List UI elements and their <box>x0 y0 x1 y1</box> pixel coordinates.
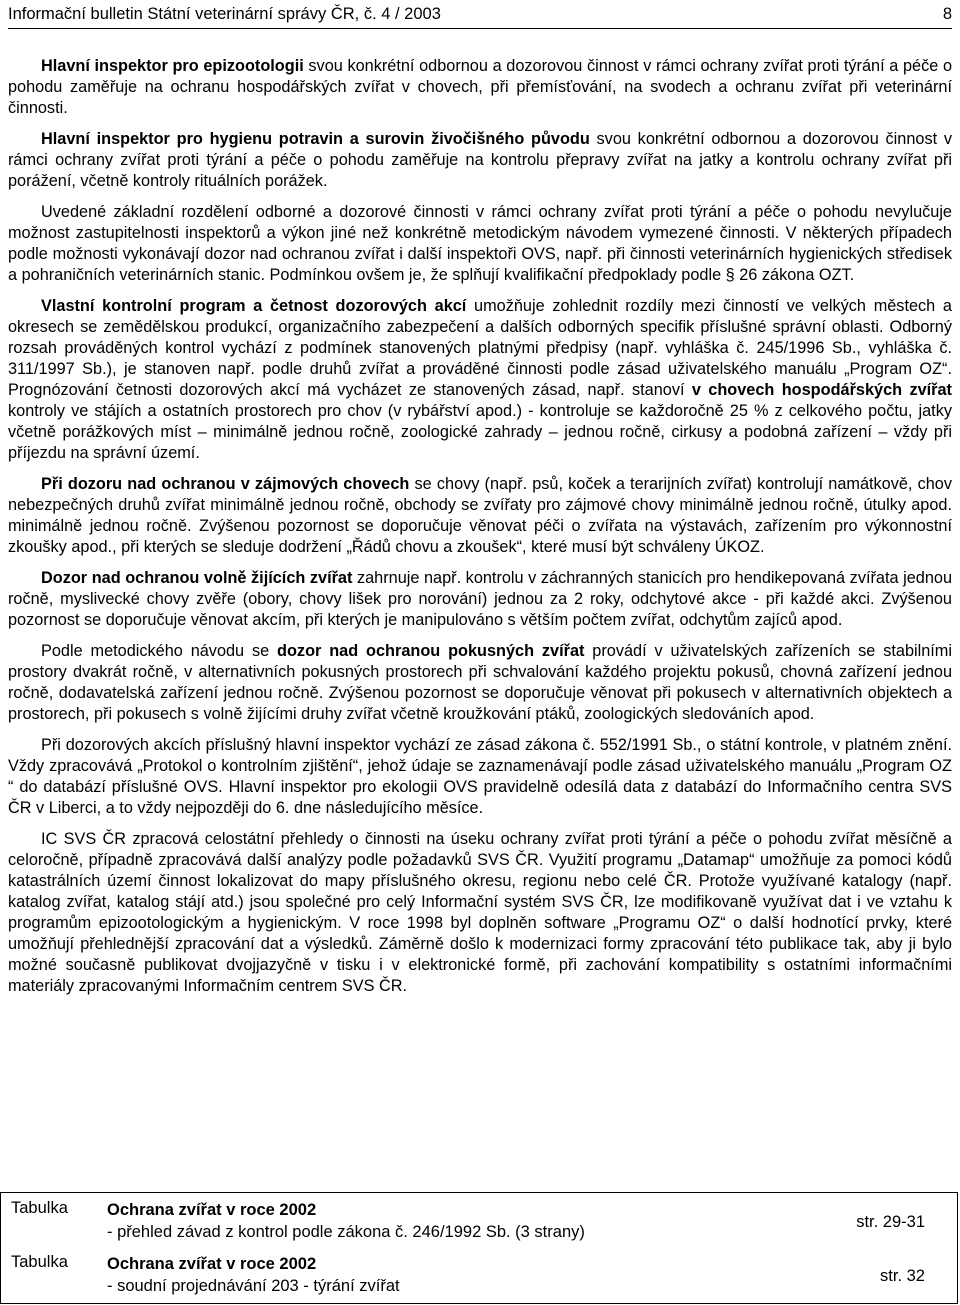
bold-text: Dozor nad ochranou volně žijících zvířat <box>41 569 353 587</box>
bold-text: Při dozoru nad ochranou v zájmových chovech <box>41 475 410 493</box>
table-title: Ochrana zvířat v roce 2002 <box>107 1255 317 1273</box>
table-subtitle: - přehled závad z kontrol podle zákona č. 246/1992 Sb. (3 strany) <box>107 1223 585 1241</box>
table-subtitle: - soudní projednávání 203 - týrání zvířat <box>107 1277 400 1295</box>
text-run: zahrnuje např. kontrolu v záchranných stanicích pro hendikepovaná zvířata jednou ročně, myslivecké chovy zvěře (obory, chovy lišek pro norování) jednou za 2 roky, odchytové akce - při každé akci. Zvýšenou pozornost se doporučuje věnovat akcím, při kterých je manipulováno s větším počtem zvířat, odchytům zajíců apod. <box>8 569 952 629</box>
paragraph <box>8 735 952 819</box>
table-label: Tabulka <box>11 1253 68 1271</box>
paragraph <box>8 829 952 997</box>
paragraph <box>8 56 952 119</box>
text-run: Uvedené základní rozdělení odborné a dozorové činnosti v rámci ochrany zvířat proti týrání a péče o pohodu nevylučuje možnost zastupitelnosti inspektorů a výkon jiné než konkrétně metodickým návodem vymezené činnosti. V některých případech podle možnosti vykonávají dozor nad ochranou zvířat i další inspektoři OVS, např. při činnosti veterinárních hygienických středisek a pohraničních veterinárních stanic. Podmínkou ovšem je, že splňují kvalifikační předpoklady podle § 26 zákona OZT. <box>8 203 952 284</box>
bold-text: Vlastní kontrolní program a četnost dozorových akcí <box>41 297 467 315</box>
paragraph <box>8 129 952 192</box>
paragraph <box>8 474 952 558</box>
bold-text: dozor nad ochranou pokusných zvířat <box>277 642 585 660</box>
paragraph <box>8 568 952 631</box>
tables-reference-box <box>0 1192 958 1304</box>
text-run: IC SVS ČR zpracová celostátní přehledy o činnosti na úseku ochrany zvířat proti týrání a péče o pohodu zvířat měsíčně a celoročně, případně zpracovává další analýzy podle požadavků SVS ČR. Využití programu „Datamap“ umožňuje za pomoci kódů katastrálních území činnost lokalizovat do mapy příslušného okresu, regionu nebo celé ČR. Protože využívané katalogy (např. katalog zvířat, katalog stájí atd.) jsou společné pro celý Informační systém SVS ČR, lze modifikovaně využívat dat i ve vztahu k programům epizootologickým a hygienickým. V roce 1998 byl doplněn software „Programu OZ“ o další hodnotící prvky, které umožňují přehlednější zpracování dat a výsledků. Záměrně došlo k modernizaci formy zpracování této publikace tak, aby ji bylo možné současně publikovat dvojjazyčně v tisku i v elektronické formě, při zachování kompatibility s ostatními informačními materiály zpracovanými Informačním centrem SVS ČR. <box>8 830 952 995</box>
bold-text: Hlavní inspektor pro epizootologii <box>41 57 304 75</box>
paragraph <box>8 641 952 725</box>
text-run: Podle metodického návodu se <box>41 642 278 660</box>
text-run: umožňuje zohlednit rozdíly mezi činností ve velkých městech a okresech se zemědělskou produkcí, organizačního zabezpečení a dalších odborných specifik příslušné správní oblasti. Odborný rozsah prováděných kontrol vychází z podmínek stanovených platnými předpisy (např. vyhláška č. 245/1996 Sb., vyhláška č. 311/1997 Sb.), je stanoven např. podle druhů zvířat a prováděné činnosti podle zásad uživatelského manuálu „Program OZ“. Prognózování četnosti dozorových akcí má vycházet ze stanovených zásad, např. stanoví <box>8 297 952 399</box>
text-run: kontroly ve stájích a ostatních prostorech pro chov (v rybářství apod.) - kontroluje se každoročně 25 % z celkového počtu, jatky včetně porážkových míst – minimálně jednou ročně, zoologické zahrady – jednou ročně, cirkusy a podobná zařízení – vždy při příjezdu na správní území. <box>8 402 952 462</box>
text-run: svou konkrétní odbornou a dozorovou činnost v rámci ochrany zvířat proti týrání a péče o pohodu zaměřuje na kontrolu přepravy zvířat na jatky a kontrolu ochrany zvířat při porážení, včetně kontroly rituálních porážek. <box>8 130 952 190</box>
text-run: se chovy (např. psů, koček a terarijních zvířat) kontrolují namátkově, chov nebezpečných druhů zvířat minimálně jednou ročně, obchody se zvířaty pro zájmové chovy minimálně jednou ročně, útulky apod. minimálně jednou ročně. Zvýšenou pozornost se doporučuje věnovat péči o zvířata na výstavách, zařízením pro výkonnostní zkoušky apod., při kterých se sleduje dodržení „Řádů chovu a zkoušek“, které musí být schváleny ÚKOZ. <box>8 475 952 556</box>
bold-text: Hlavní inspektor pro hygienu potravin a surovin živočišného původu <box>41 130 590 148</box>
paragraph <box>8 296 952 464</box>
text-run: svou konkrétní odbornou a dozorovou činnost v rámci ochrany zvířat proti týrání a péče o pohodu zaměřuje na ochranu hospodářských zvířat v chovech, při přemísťování, na svodech a ochranu zvířat při veterinární činnosti. <box>8 57 952 117</box>
bulletin-title: Informační bulletin Státní veterinární správy ČR, č. 4 / 2003 <box>8 5 441 23</box>
text-run: provádí v uživatelských zařízeních se stabilními prostory dvakrát ročně, v alternativních pokusných prostorech při schvalování každého projektu pokusů, chovná zařízení jednou ročně, dodavatelská zařízení jednou ročně. Zvýšenou pozornost se doporučuje věnovat při pokusech v alternativních objektech a prostorech, při pokusech s volně žijícími druhy zvířat včetně kroužkování ptáků, zoologických sledováních apod. <box>8 642 952 723</box>
bold-text: v chovech hospodářských zvířat <box>691 381 952 399</box>
paragraph <box>8 202 952 286</box>
text-run: Při dozorových akcích příslušný hlavní inspektor vychází ze zásad zákona č. 552/1991 Sb., o státní kontrole, v platném znění. Vždy zpracovává „Protokol o kontrolním zjištění“, jehož údaje se zaznamenávají podle zásad uživatelského manuálu „Program OZ “ do databází příslušné OVS. Hlavní inspektor pro ekologii OVS pravidelně odesílá data z databází do Informačního centra SVS ČR v Liberci, a to vždy nejpozději do 6. dne následujícího měsíce. <box>8 736 952 817</box>
page-header <box>8 2 952 29</box>
table-page-ref: str. 29-31 <box>856 1213 925 1231</box>
page-number: 8 <box>942 5 952 23</box>
table-title: Ochrana zvířat v roce 2002 <box>107 1201 317 1219</box>
article-body <box>8 56 952 1007</box>
table-label: Tabulka <box>11 1199 68 1217</box>
table-page-ref: str. 32 <box>880 1267 925 1285</box>
